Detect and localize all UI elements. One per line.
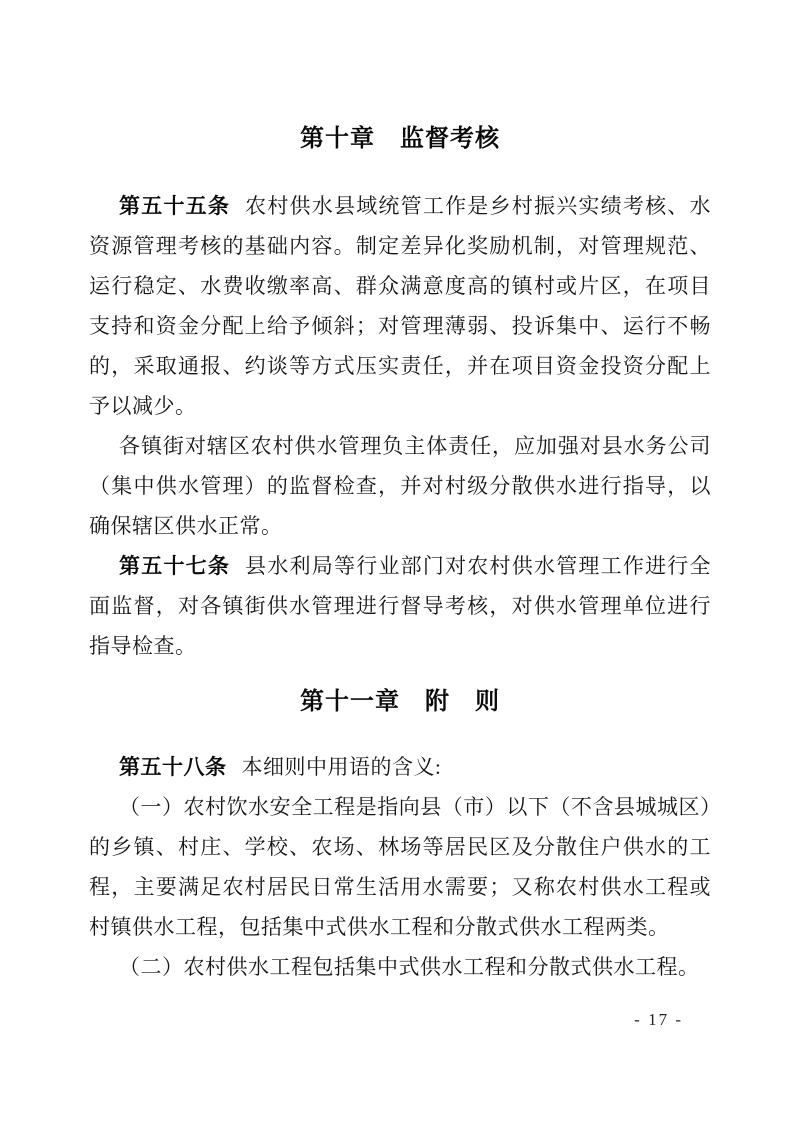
page-number: - 17 - — [634, 1010, 683, 1029]
definition-item-2-paragraph — [89, 947, 711, 987]
definition-item-1-paragraph — [89, 787, 711, 947]
article-57-text: 县水利局等行业部门对农村供水管理工作进行全面监督，对各镇街供水管理进行督导考核，对供水管理单位进行指导检查。 — [89, 554, 712, 658]
article-55-number: 第五十五条 — [119, 194, 231, 218]
article-55-paragraph — [89, 186, 711, 426]
article-58-paragraph — [89, 747, 711, 787]
article-58-text: 本细则中用语的含义: — [241, 755, 442, 779]
article-56-paragraph — [89, 426, 711, 546]
article-58-number: 第五十八条 — [119, 755, 227, 779]
definition-item-1-text: （一）农村饮水安全工程是指向县（市）以下（不含县城城区）的乡镇、村庄、学校、农场、林场等居民区及分散住户供水的工程，主要满足农村居民日常生活用水需要；又称农村供水工程或村镇供水工程，包括集中式供水工程和分散式供水工程两类。 — [89, 795, 711, 939]
definition-item-2-text: （二）农村供水工程包括集中式供水工程和分散式供水工程。 — [119, 955, 700, 979]
article-55-text: 农村供水县域统管工作是乡村振兴实绩考核、水资源管理考核的基础内容。制定差异化奖励机制，对管理规范、运行稳定、水费收缴率高、群众满意度高的镇村或片区，在项目支持和资金分配上给予倾斜；对管理薄弱、投诉集中、运行不畅的，采取通报、约谈等方式压实责任，并在项目资金投资分配上予以减少。 — [89, 194, 712, 418]
article-57-paragraph — [89, 546, 711, 666]
document-content — [89, 0, 711, 987]
article-56-text: 各镇街对辖区农村供水管理负主体责任，应加强对县水务公司（集中供水管理）的监督检查，并对村级分散供水进行指导，以确保辖区供水正常。 — [89, 434, 711, 538]
article-57-number: 第五十七条 — [119, 554, 231, 578]
chapter-11-heading: 第十一章 附 则 — [300, 688, 500, 715]
chapter-10-heading: 第十章 监督考核 — [300, 125, 500, 152]
